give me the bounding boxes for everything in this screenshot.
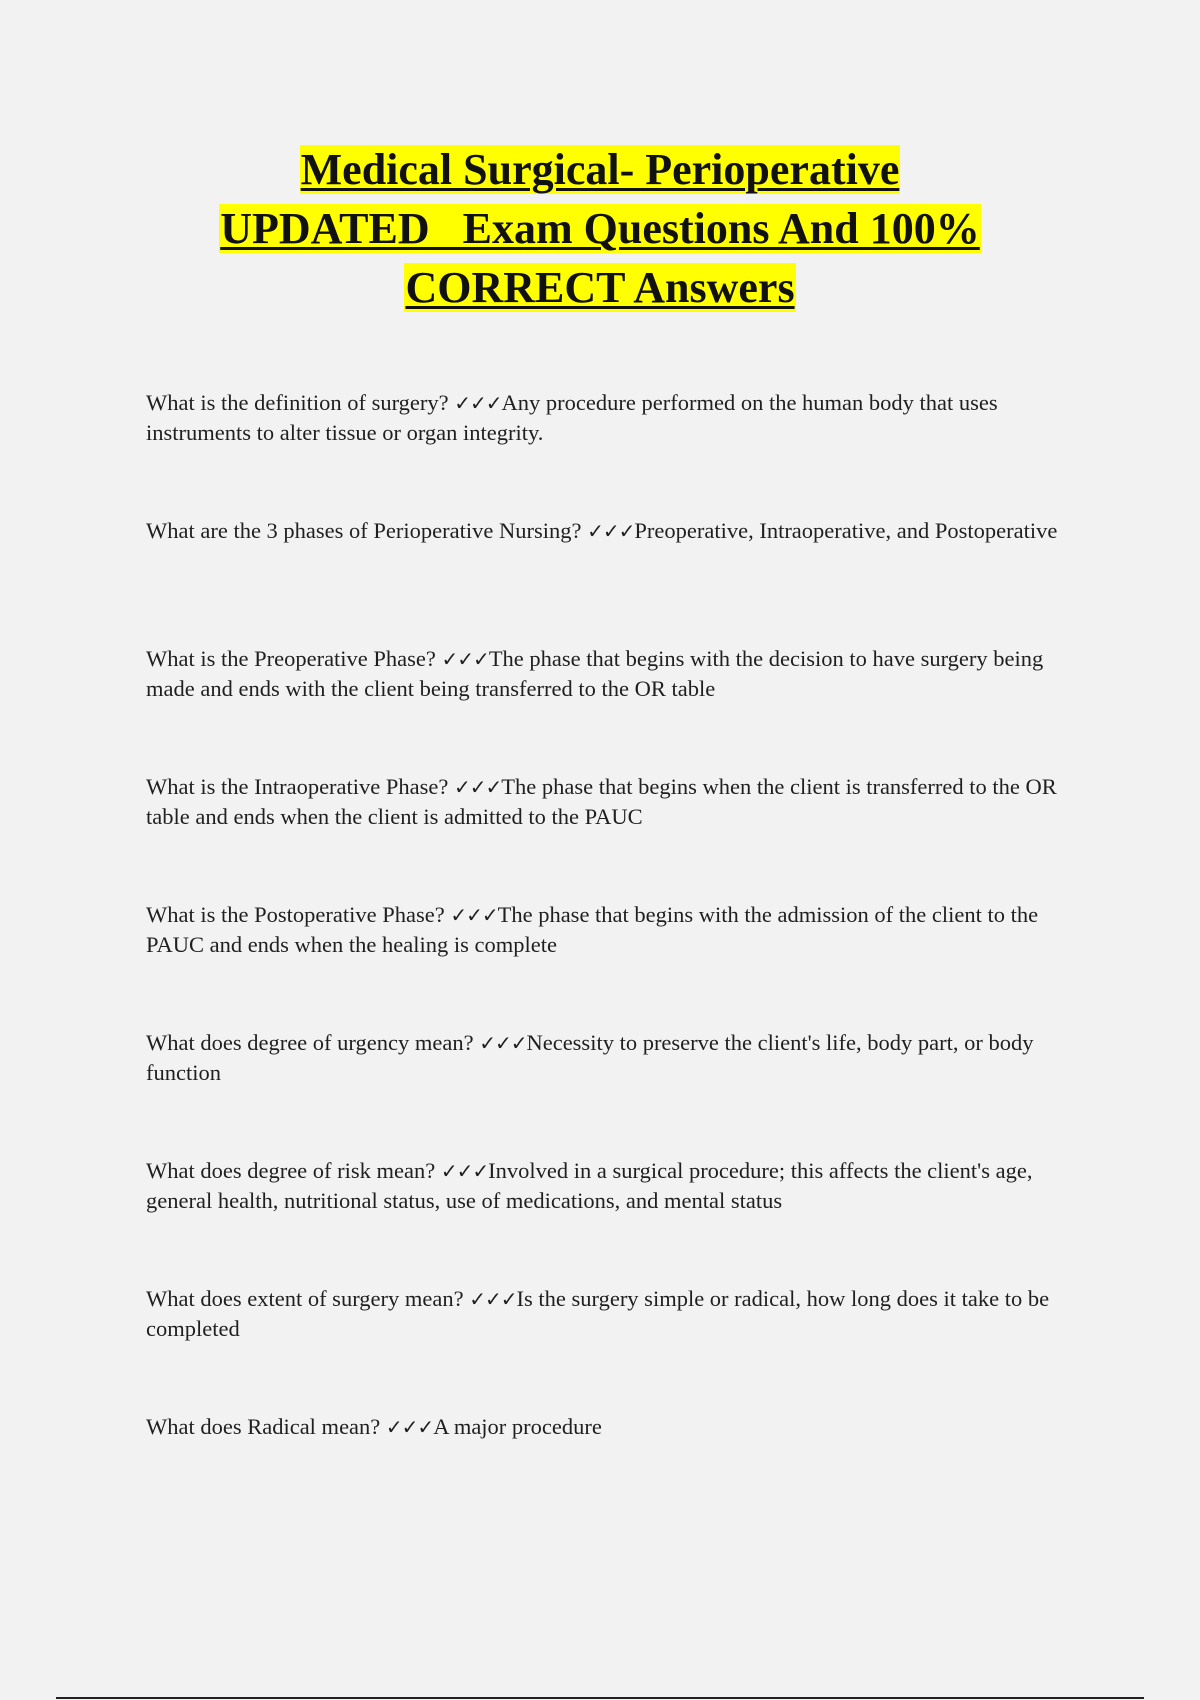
title-line-3: CORRECT Answers bbox=[405, 263, 795, 312]
title-line-2: UPDATED Exam Questions And 100% bbox=[220, 204, 980, 253]
qa-list bbox=[146, 388, 1066, 1540]
footer-rule bbox=[56, 1697, 1144, 1699]
qa-item-8 bbox=[146, 1284, 1066, 1412]
qa-item-9 bbox=[146, 1412, 1066, 1540]
question-text: What does degree of urgency mean? bbox=[146, 1030, 474, 1055]
qa-item-2 bbox=[146, 516, 1066, 644]
check-marks-icon: ✓✓✓ bbox=[385, 1415, 434, 1439]
answer-text: Is the surgery simple or radical, how long does it take to be completed bbox=[146, 1286, 1050, 1341]
document-title bbox=[60, 140, 1140, 317]
question-text: What does extent of surgery mean? bbox=[146, 1286, 464, 1311]
qa-item-1 bbox=[146, 388, 1066, 516]
answer-text: Any procedure performed on the human body that uses instruments to alter tissue or organ integrity. bbox=[146, 390, 998, 445]
answer-text: Involved in a surgical procedure; this affects the client's age, general health, nutritional status, use of medications, and mental status bbox=[146, 1158, 1033, 1213]
answer-text: The phase that begins when the client is transferred to the OR table and ends when the client is admitted to the PAUC bbox=[146, 774, 1057, 829]
question-text: What is the Postoperative Phase? bbox=[146, 902, 445, 927]
question-text: What is the Preoperative Phase? bbox=[146, 646, 436, 671]
answer-text: Necessity to preserve the client's life, body part, or body function bbox=[146, 1030, 1034, 1085]
question-text: What does Radical mean? bbox=[146, 1414, 381, 1439]
answer-text: Preoperative, Intraoperative, and Postoperative bbox=[634, 518, 1058, 543]
answer-text: The phase that begins with the admission of the client to the PAUC and ends when the healing is complete bbox=[146, 902, 1039, 957]
qa-item-5 bbox=[146, 900, 1066, 1028]
check-marks-icon: ✓✓✓ bbox=[469, 1287, 517, 1311]
qa-item-7 bbox=[146, 1156, 1066, 1284]
question-text: What is the definition of surgery? bbox=[146, 390, 449, 415]
qa-item-3 bbox=[146, 644, 1066, 772]
qa-item-4 bbox=[146, 772, 1066, 900]
check-marks-icon: ✓✓✓ bbox=[587, 519, 635, 543]
check-marks-icon: ✓✓✓ bbox=[441, 647, 489, 671]
question-text: What is the Intraoperative Phase? bbox=[146, 774, 449, 799]
question-text: What does degree of risk mean? bbox=[146, 1158, 436, 1183]
answer-text: The phase that begins with the decision to have surgery being made and ends with the client being transferred to the OR table bbox=[146, 646, 1044, 701]
check-marks-icon: ✓✓✓ bbox=[454, 391, 502, 415]
check-marks-icon: ✓✓✓ bbox=[479, 1031, 527, 1055]
answer-text: A major procedure bbox=[433, 1414, 602, 1439]
qa-item-6 bbox=[146, 1028, 1066, 1156]
check-marks-icon: ✓✓✓ bbox=[454, 775, 502, 799]
question-text: What are the 3 phases of Perioperative Nursing? bbox=[146, 518, 582, 543]
check-marks-icon: ✓✓✓ bbox=[450, 903, 498, 927]
check-marks-icon: ✓✓✓ bbox=[440, 1159, 489, 1183]
title-line-1: Medical Surgical- Perioperative bbox=[300, 145, 900, 194]
